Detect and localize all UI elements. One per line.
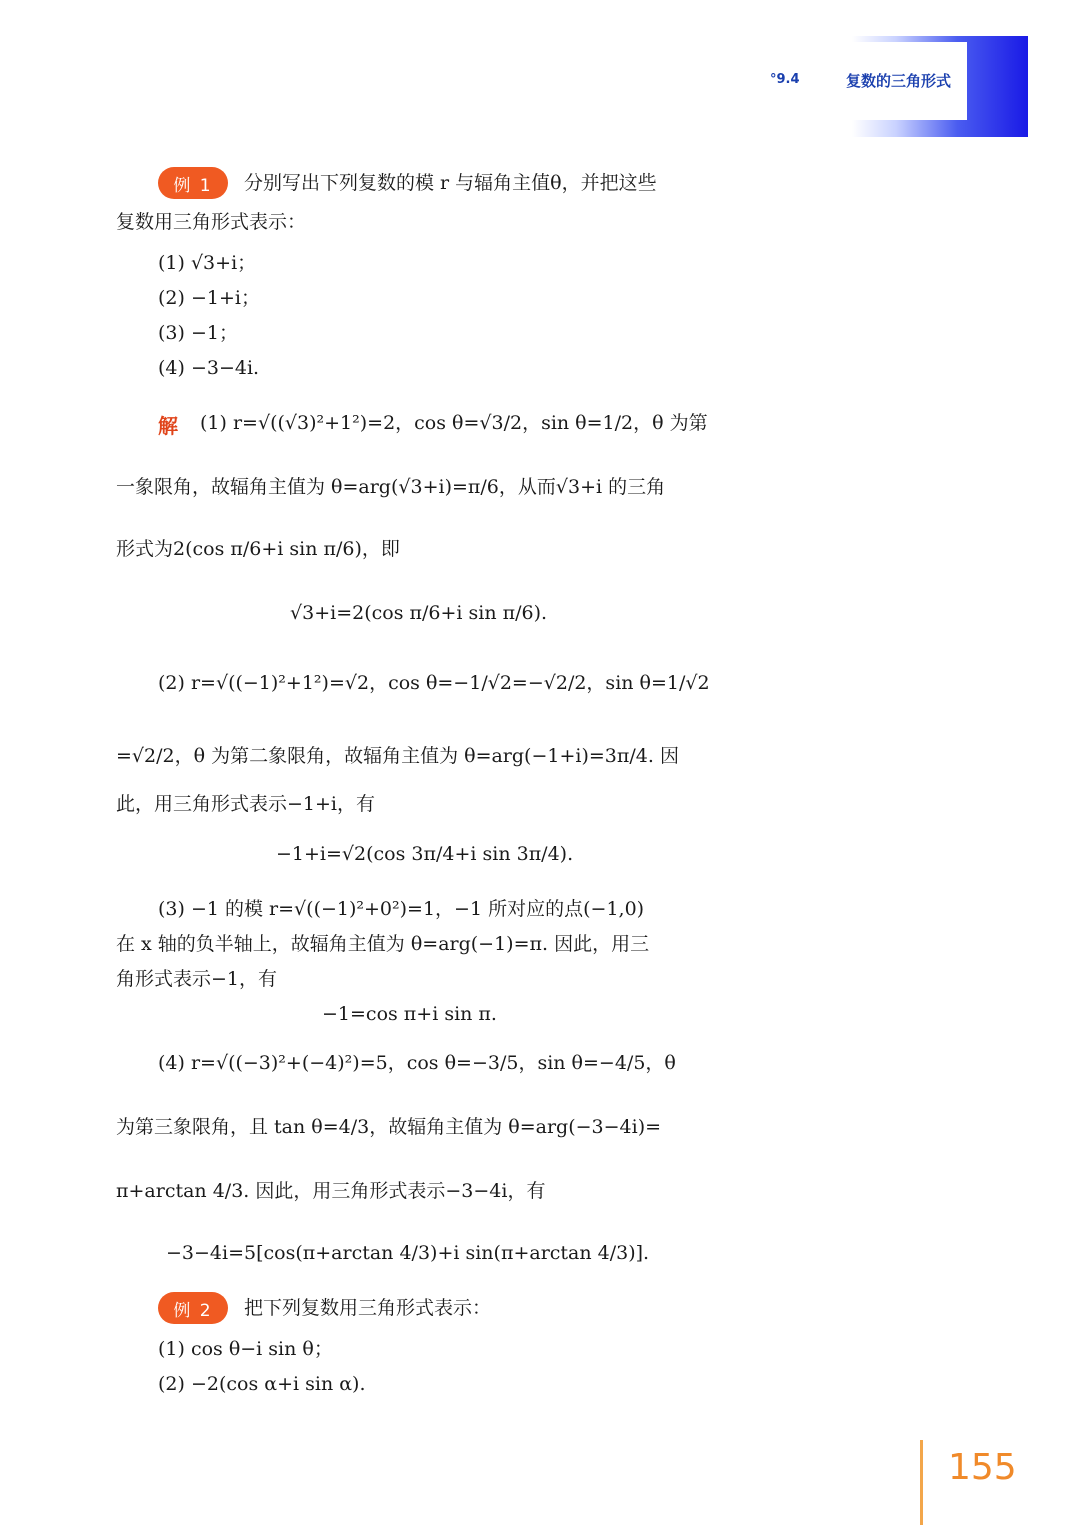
solution-2-formula: −1+i=√2(cos 3π/4+i sin 3π/4). <box>276 843 574 865</box>
solution-label: 解 <box>158 414 178 438</box>
example-1-item-3: (3) −1； <box>158 322 238 344</box>
example-2-item-2: (2) −2(cos α+i sin α). <box>158 1373 366 1395</box>
example-2-badge: 例 2 <box>158 1292 228 1324</box>
solution-4-formula: −3−4i=5[cos(π+arctan 4/3)+i sin(π+arctan 4/3)]. <box>166 1242 650 1264</box>
example-1-badge: 例 1 <box>158 167 228 199</box>
solution-2-line2: =√2/2，θ 为第二象限角，故辐角主值为 θ=arg(−1+i)=3π/4. 因 <box>116 745 679 767</box>
solution-3-line1: (3) −1 的模 r=√((−1)²+0²)=1，−1 所对应的点(−1,0) <box>158 898 645 920</box>
solution-1-formula: √3+i=2(cos π/6+i sin π/6). <box>290 602 548 624</box>
solution-4-line1: (4) r=√((−3)²+(−4)²)=5，cos θ=−3/5，sin θ=−4/5，θ <box>158 1052 676 1074</box>
solution-3-line3: 角形式表示−1，有 <box>116 968 278 990</box>
solution-1-line2: 一象限角，故辐角主值为 θ=arg(√3+i)=π/6，从而√3+i 的三角 <box>116 476 666 498</box>
example-2-item-1: (1) cos θ−i sin θ； <box>158 1338 333 1360</box>
solution-2-line1: (2) r=√((−1)²+1²)=√2，cos θ=−1/√2=−√2/2，sin θ=1/√2 <box>158 672 710 694</box>
solution-4-line2: 为第三象限角，且 tan θ=4/3，故辐角主值为 θ=arg(−3−4i)= <box>116 1116 662 1138</box>
solution-3-line2: 在 x 轴的负半轴上，故辐角主值为 θ=arg(−1)=π. 因此，用三 <box>116 933 650 955</box>
solution-3-formula: −1=cos π+i sin π. <box>322 1003 497 1025</box>
page-number: 155 <box>948 1447 1017 1488</box>
example-1-item-2: (2) −1+i； <box>158 287 260 309</box>
example-1-prompt-line1: 分别写出下列复数的模 r 与辐角主值θ，并把这些 <box>244 172 657 194</box>
example-1-item-1: (1) √3+i； <box>158 252 257 274</box>
solution-2-line3: 此，用三角形式表示−1+i，有 <box>116 793 376 815</box>
page-number-rule <box>920 1440 923 1525</box>
section-number: °9.4 <box>770 72 800 87</box>
section-title: 复数的三角形式 <box>846 72 952 90</box>
example-2-prompt: 把下列复数用三角形式表示： <box>244 1297 492 1319</box>
example-1-item-4: (4) −3−4i. <box>158 357 260 379</box>
solution-4-line3: π+arctan 4/3. 因此，用三角形式表示−3−4i，有 <box>116 1180 546 1202</box>
solution-1-line3: 形式为2(cos π/6+i sin π/6)，即 <box>116 538 400 560</box>
example-1-prompt-line2: 复数用三角形式表示： <box>116 211 307 233</box>
solution-1-line1: (1) r=√((√3)²+1²)=2，cos θ=√3/2，sin θ=1/2，θ 为第 <box>200 412 708 434</box>
